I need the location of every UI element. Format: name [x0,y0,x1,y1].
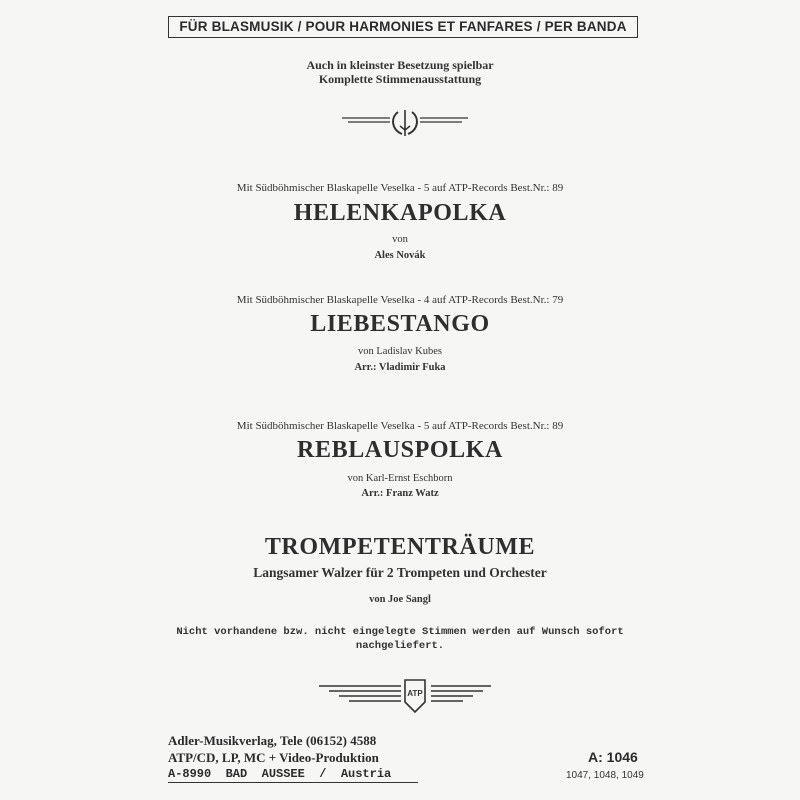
publisher-line: Adler-Musikverlag, Tele (06152) 4588 [168,733,377,748]
piece-3-arranger: Arr.: Franz Watz [361,488,439,499]
catalog-number: A: 1046 [588,749,638,765]
piece-2-credit: Mit Südböhmischer Blaskapelle Veselka - 4 auf ATP-Records Best.Nr.: 79 [236,294,564,306]
piece-2-composer: von Ladislav Kubes [358,346,442,357]
piece-3-title: REBLAUSPOLKA [297,437,503,463]
piece-2-arranger: Arr.: Vladimir Fuka [354,362,446,373]
atp-logo-winged-icon [315,672,495,718]
media-line: ATP/CD, LP, MC + Video-Produktion [168,750,379,765]
piece-3-composer: von Karl-Ernst Eschborn [347,473,453,484]
notice-line-1: Nicht vorhandene bzw. nicht eingelegte Stimmen werden auf Wunsch sofort [176,626,624,638]
piece-4-composer: von Joe Sangl [369,594,431,605]
piece-2-title: LIEBESTANGO [310,311,490,337]
header-line-1: Auch in kleinster Besetzung spielbar [306,58,494,72]
lyre-emblem-icon [330,104,480,140]
piece-1-composer: Ales Novák [374,250,426,261]
address-line: A-8990 BAD AUSSEE / Austria [168,767,418,783]
piece-4-title: TROMPETENTRÄUME [264,534,536,560]
notice-line-2: nachgeliefert. [355,640,445,652]
atp-logo-text: ATP [407,689,423,698]
piece-4-subtitle: Langsamer Walzer für 2 Trompeten und Orchester [253,565,547,580]
piece-3-credit: Mit Südböhmischer Blaskapelle Veselka - 5 auf ATP-Records Best.Nr.: 89 [236,420,564,432]
genre-banner: FÜR BLASMUSIK / POUR HARMONIES ET FANFARES / PER BANDA [168,16,638,38]
piece-1-credit: Mit Südböhmischer Blaskapelle Veselka - 5 auf ATP-Records Best.Nr.: 89 [236,182,564,194]
header-line-2: Komplette Stimmenausstattung [318,72,482,86]
piece-1-title: HELENKAPOLKA [293,200,507,226]
related-catalog-numbers: 1047, 1048, 1049 [566,770,644,781]
piece-1-by-label: von [392,234,408,245]
